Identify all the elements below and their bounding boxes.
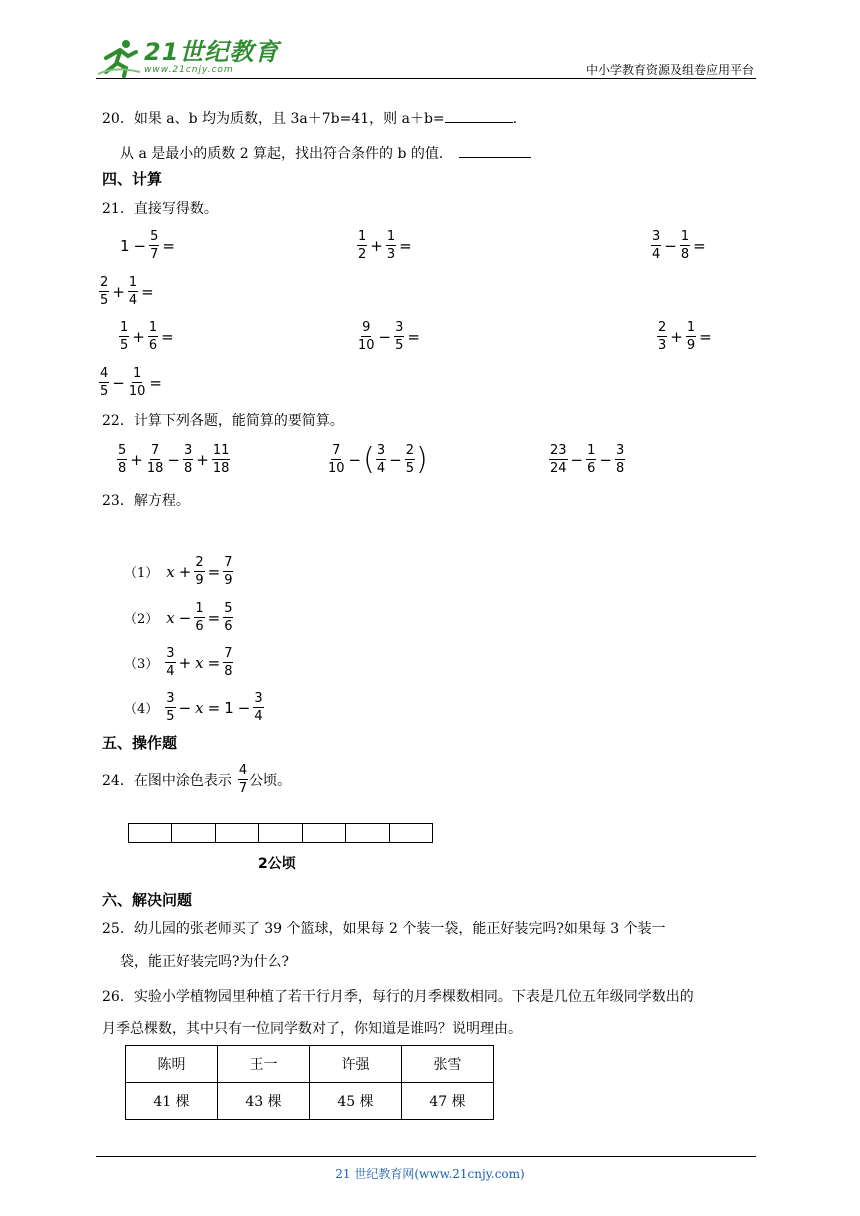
q24-fraction: $\frac{4}{7}$ — [238, 763, 248, 796]
operator: + — [370, 236, 383, 255]
q24-suffix: 公顷。 — [249, 772, 292, 789]
operator: − — [237, 698, 251, 717]
q23-item — [124, 647, 234, 678]
operator: − — [664, 236, 677, 255]
operator: − — [389, 450, 402, 469]
fraction: $\frac{3}{8}$ — [183, 443, 193, 476]
fraction: $\frac{1}{6}$ — [148, 320, 158, 353]
fraction: $\frac{1}{10}$ — [128, 366, 146, 399]
operator: = — [162, 236, 175, 255]
q22-item — [116, 444, 231, 475]
q20-text: 20．如果 a、b 均为质数，且 3a＋7b=41，则 a＋b= — [102, 111, 445, 127]
q20-hint: 从 a 是最小的质数 2 算起，找出符合条件的 b 的值． — [120, 146, 453, 162]
q21-item — [656, 321, 714, 352]
fraction: $\frac{1}{6}$ — [587, 443, 596, 476]
operator: + — [196, 450, 209, 469]
q21-item — [356, 230, 414, 261]
bar-cell[interactable] — [390, 824, 432, 842]
fraction: $\frac{3}{4}$ — [652, 229, 661, 262]
equation-label: （3） — [124, 657, 159, 672]
variable: x — [166, 562, 175, 581]
q21-item — [356, 321, 422, 352]
whole-number: 1 — [224, 698, 234, 717]
q21-title: 21．直接写得数。 — [102, 201, 218, 217]
q20-answer-blank[interactable] — [445, 109, 513, 123]
q22-title: 22．计算下列各题，能简算的要简算。 — [102, 413, 344, 429]
parenthesis: ) — [415, 441, 428, 477]
count-table — [125, 1045, 494, 1120]
table-header-cell: 许强 — [310, 1046, 402, 1083]
operator: = — [407, 327, 420, 346]
q24-prefix: 24．在图中涂色表示 — [102, 772, 232, 789]
site-logo — [96, 36, 279, 78]
table-header-cell: 王一 — [218, 1046, 310, 1083]
fraction: $\frac{3}{8}$ — [615, 443, 625, 476]
fraction: $\frac{5}{7}$ — [150, 229, 159, 262]
operator: − — [348, 450, 362, 469]
fraction: $\frac{9}{10}$ — [358, 320, 375, 353]
equation-label: （1） — [124, 566, 159, 581]
variable: x — [195, 653, 204, 672]
q22-item — [548, 444, 626, 475]
footer-divider — [96, 1156, 756, 1157]
bar-cell[interactable] — [129, 824, 172, 842]
q23-item — [124, 556, 234, 587]
fraction: $\frac{1}{3}$ — [386, 229, 396, 262]
fraction: $\frac{3}{4}$ — [254, 691, 263, 724]
fraction: $\frac{1}{8}$ — [680, 229, 690, 262]
table-cell: 45 棵 — [310, 1083, 402, 1120]
table-cell: 47 棵 — [402, 1083, 494, 1120]
fraction: $\frac{1}{6}$ — [195, 601, 204, 634]
operator: − — [178, 608, 192, 627]
q21-item — [650, 230, 708, 261]
fraction: $\frac{5}{8}$ — [118, 443, 127, 476]
table-cell: 43 棵 — [218, 1083, 310, 1120]
fraction: $\frac{23}{24}$ — [550, 443, 567, 476]
bar-cell[interactable] — [216, 824, 259, 842]
operator: = — [693, 236, 706, 255]
q26-line2: 月季总棵数，其中只有一位同学数对了，你知道是谁吗？说明理由。 — [102, 1021, 522, 1037]
q23-item — [124, 692, 265, 723]
q21-item — [98, 367, 164, 398]
footer-text: 21 世纪教育网(www.21cnjy.com) — [335, 1167, 525, 1181]
table-header-cell: 陈明 — [126, 1046, 218, 1083]
operator: = — [207, 698, 221, 717]
q20-b-blank[interactable] — [459, 144, 531, 158]
fraction: $\frac{4}{5}$ — [100, 366, 109, 399]
header-platform-text: 中小学教育资源及组卷应用平台 — [585, 63, 754, 77]
q22-item — [326, 441, 428, 477]
parenthesis: ( — [363, 441, 375, 477]
q25-line1: 25．幼儿园的张老师买了 39 个篮球，如果每 2 个装一袋，能正好装完吗?如果每 3 个装一 — [102, 921, 666, 937]
whole-number: 1 — [120, 236, 130, 255]
operator: − — [112, 373, 125, 392]
fraction: $\frac{1}{4}$ — [128, 275, 138, 308]
section-title-problems: 六、解决问题 — [102, 891, 193, 909]
operator: = — [399, 236, 412, 255]
operator: + — [178, 653, 192, 672]
q25-line2: 袋，能正好装完吗?为什么? — [120, 954, 290, 970]
operator: + — [130, 450, 143, 469]
bar-cell[interactable] — [172, 824, 215, 842]
operator: − — [133, 236, 147, 255]
operator: = — [161, 327, 174, 346]
fraction: $\frac{2}{5}$ — [405, 443, 414, 476]
operator: − — [599, 450, 612, 469]
operator: + — [132, 327, 145, 346]
fraction: $\frac{3}{4}$ — [376, 443, 386, 476]
bar-cell[interactable] — [259, 824, 302, 842]
q26-line1: 26．实验小学植物园里种植了若干行月季，每行的月季棵数相同。下表是几位五年级同学数出的 — [102, 989, 694, 1005]
equation-label: （4） — [124, 702, 159, 717]
operator: + — [670, 327, 683, 346]
operator: − — [570, 450, 584, 469]
q24-line — [102, 764, 291, 795]
q21-item — [98, 276, 156, 307]
fraction: $\frac{1}{2}$ — [358, 229, 367, 262]
hectare-bar[interactable] — [128, 823, 433, 843]
variable: x — [166, 608, 175, 627]
runner-logo-icon — [96, 36, 142, 78]
bar-label: 2公顷 — [258, 856, 296, 872]
operator: + — [112, 282, 125, 301]
section-title-calc: 四、计算 — [102, 170, 163, 188]
fraction: $\frac{2}{5}$ — [100, 275, 109, 308]
operator: = — [149, 373, 162, 392]
operator: = — [207, 608, 221, 627]
header-divider — [96, 78, 756, 79]
fraction: $\frac{2}{3}$ — [658, 320, 667, 353]
fraction: $\frac{1}{5}$ — [120, 320, 129, 353]
section-title-operation: 五、操作题 — [102, 734, 178, 752]
variable: x — [195, 698, 204, 717]
fraction: $\frac{7}{9}$ — [224, 555, 233, 588]
logo-title: 21世纪教育 — [144, 38, 280, 66]
fraction: $\frac{3}{4}$ — [166, 646, 175, 679]
fraction: $\frac{7}{8}$ — [224, 646, 233, 679]
q23-item — [124, 602, 234, 633]
operator: = — [699, 327, 712, 346]
fraction: $\frac{11}{18}$ — [212, 443, 230, 476]
operator: = — [141, 282, 154, 301]
fraction: $\frac{1}{9}$ — [686, 320, 696, 353]
table-cell: 41 棵 — [126, 1083, 218, 1120]
operator: − — [167, 450, 180, 469]
q21-item — [118, 321, 176, 352]
equation-label: （2） — [124, 612, 159, 627]
fraction: $\frac{3}{5}$ — [166, 691, 175, 724]
q23-title: 23．解方程。 — [102, 493, 190, 509]
fraction: $\frac{3}{5}$ — [395, 320, 404, 353]
logo-url: www.21cnjy.com — [144, 65, 234, 75]
table-header-cell: 张雪 — [402, 1046, 494, 1083]
operator: + — [178, 562, 192, 581]
bar-cell[interactable] — [303, 824, 346, 842]
table-row — [126, 1083, 494, 1120]
operator: − — [178, 698, 192, 717]
fraction: $\frac{2}{9}$ — [195, 555, 204, 588]
fraction: $\frac{7}{18}$ — [146, 443, 164, 476]
q20-period: . — [512, 111, 518, 127]
fraction: $\frac{7}{10}$ — [328, 443, 345, 476]
q21-item — [118, 230, 177, 261]
operator: − — [378, 327, 392, 346]
operator: = — [207, 562, 221, 581]
operator: = — [207, 653, 221, 672]
table-header-row — [126, 1046, 494, 1083]
bar-cell[interactable] — [346, 824, 389, 842]
q20-line1 — [102, 108, 517, 128]
q20-line2 — [120, 143, 531, 163]
fraction: $\frac{5}{6}$ — [224, 601, 233, 634]
